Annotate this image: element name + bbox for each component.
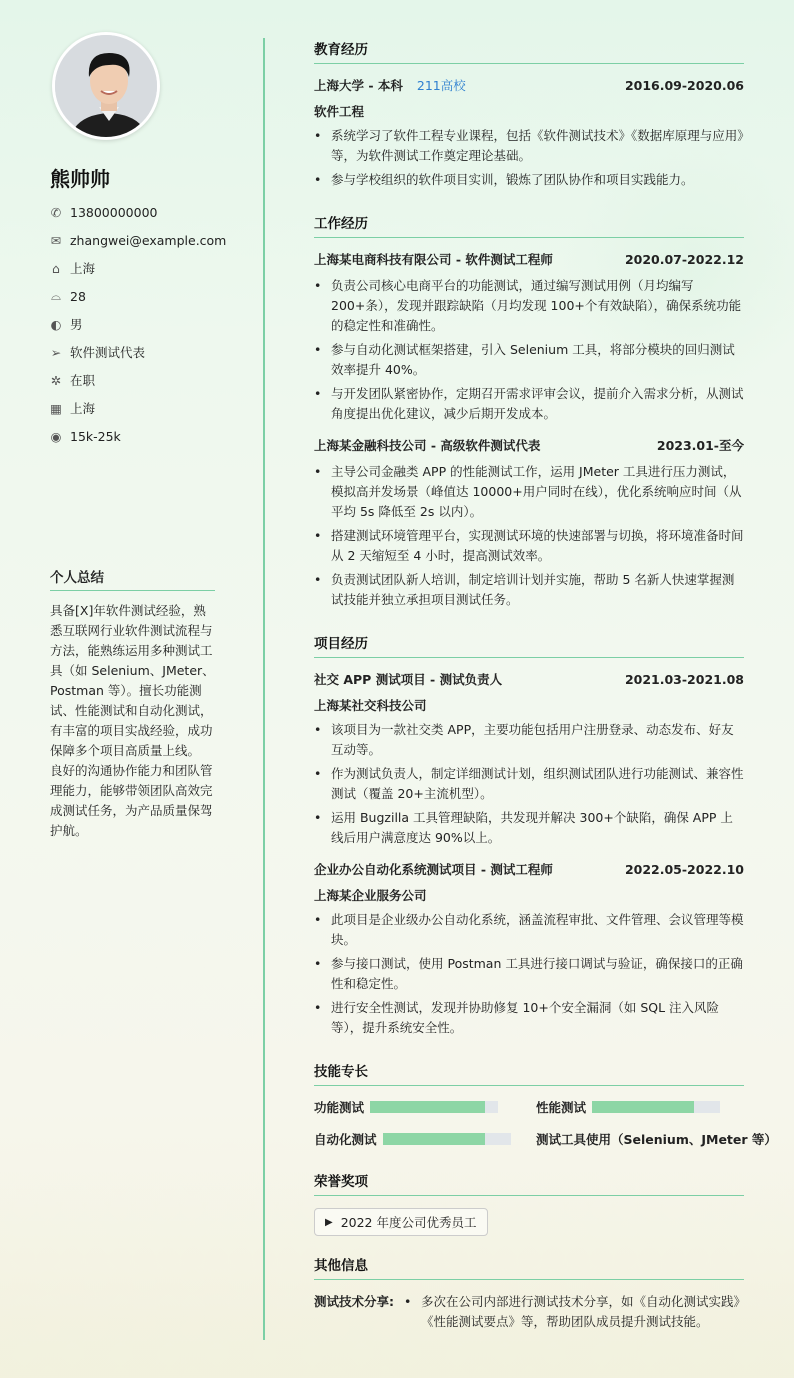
list-item: • 主导公司金融类 APP 的性能测试工作，运用 JMeter 工具进行压力测试，模拟高并发场景（峰值达 10000+用户同时在线），优化系统响应时间（从平均 5s 降低至 2s 以内）。: [314, 462, 744, 522]
other-label: 测试技术分享:: [314, 1294, 394, 1309]
contact-text: 上海: [70, 401, 96, 416]
profile-name: 熊帅帅: [50, 167, 110, 191]
job-date: 2020.07-2022.12: [624, 251, 744, 267]
skill-name: 自动化测试: [314, 1132, 377, 1147]
skill-bar-fill: [370, 1101, 485, 1113]
contact-row: [50, 366, 226, 394]
divider: [263, 38, 265, 1340]
other-bullets: [404, 1292, 744, 1336]
project-org: 上海某社交科技公司: [314, 698, 427, 713]
list-item: • 参与自动化测试框架搭建，引入 Selenium 工具，将部分模块的回归测试效率提升 40%。: [314, 340, 744, 380]
list-item: • 多次在公司内部进行测试技术分享，如《自动化测试实践》《性能测试要点》等，帮助团队成员提升测试技能。: [404, 1292, 744, 1332]
project-row: [314, 860, 744, 878]
list-item: • 该项目为一款社交类 APP，主要功能包括用户注册登录、动态发布、好友互动等。: [314, 720, 744, 760]
status-icon: ✲: [50, 372, 62, 388]
skill-bar: [592, 1101, 720, 1113]
job-row: [314, 250, 744, 268]
project-org: 上海某企业服务公司: [314, 888, 427, 903]
other-section: [314, 1254, 744, 1336]
award-text: 2022 年度公司优秀员工: [340, 1215, 477, 1230]
salary-icon: ◉: [50, 428, 62, 444]
skill-bar-fill: [383, 1133, 485, 1145]
contact-text: 28: [70, 288, 86, 304]
list-item: • 与开发团队紧密协作，定期召开需求评审会议，提前介入需求分析，从测试角度提出优化建议，减少后期开发成本。: [314, 384, 744, 424]
list-item: • 此项目是企业级办公自动化系统，涵盖流程审批、文件管理、会议管理等模块。: [314, 910, 744, 950]
avatar: [52, 32, 160, 140]
list-item: • 系统学习了软件工程专业课程，包括《软件测试技术》《数据库原理与应用》等，为软件测试工作奠定理论基础。: [314, 126, 744, 166]
school-tag: 211高校: [416, 78, 466, 93]
job-bullets: [314, 462, 744, 610]
skill-item: [314, 1098, 536, 1116]
skill-name: 测试工具使用（Selenium、JMeter 等）: [536, 1132, 777, 1147]
skill-item: [536, 1098, 744, 1116]
cake-icon: ⌓: [51, 288, 61, 303]
contact-row: [50, 282, 226, 310]
skill-name: 性能测试: [536, 1100, 587, 1115]
contact-text: 男: [70, 317, 83, 332]
job-bullets: [314, 276, 744, 424]
job-company: 上海某电商科技有限公司 - 软件测试工程师: [314, 252, 553, 267]
education-section: [314, 38, 744, 190]
award-item[interactable]: [314, 1208, 488, 1236]
project-bullets: [314, 720, 744, 848]
job-row: [314, 436, 744, 454]
contact-row: [50, 310, 226, 338]
job-company: 上海某金融科技公司 - 高级软件测试代表: [314, 438, 541, 453]
list-item: • 负责公司核心电商平台的功能测试，通过编写测试用例（月均编写 200+条），发现并跟踪缺陷（月均发现 100+个有效缺陷），确保系统功能的稳定性和准确性。: [314, 276, 744, 336]
other-row: [314, 1292, 744, 1336]
project-date: 2022.05-2022.10: [624, 861, 744, 877]
work-section: [314, 212, 744, 610]
summary-text: 具备[X]年软件测试经验，熟悉互联网行业软件测试流程与方法，能熟练运用多种测试工具（如 Selenium、JMeter、Postman 等）。擅长功能测试、性能测试和自动化测试，有丰富的项目实战经验，成功保障多个项目高质量上线。 良好的沟通协作能力和团队管理能力，能够带领团队高效完成测试任务，为产品质量保驾护航。: [50, 603, 215, 838]
contact-row: [50, 338, 226, 366]
skill-name: 功能测试: [314, 1100, 365, 1115]
list-item: • 运用 Bugzilla 工具管理缺陷，共发现并解决 300+个缺陷，确保 APP 上线后用户满意度达 90%以上。: [314, 808, 744, 848]
contact-text: 软件测试代表: [70, 345, 146, 360]
skill-item: [314, 1130, 536, 1148]
projects-heading: 项目经历: [314, 632, 744, 658]
awards-heading: 荣誉奖项: [314, 1170, 744, 1196]
other-heading: 其他信息: [314, 1254, 744, 1280]
education-bullets: [314, 126, 744, 190]
project-bullets: [314, 910, 744, 1038]
list-item: • 负责测试团队新人培训，制定培训计划并实施，帮助 5 名新人快速掌握测试技能并独立承担项目测试任务。: [314, 570, 744, 610]
contact-row: [50, 198, 226, 226]
education-row: [314, 76, 744, 94]
contact-text: 在职: [70, 373, 96, 388]
project-name: 企业办公自动化系统测试项目 - 测试工程师: [314, 862, 553, 877]
mail-icon: ✉: [50, 232, 62, 248]
list-item: • 参与接口测试，使用 Postman 工具进行接口调试与验证，确保接口的正确性和稳定性。: [314, 954, 744, 994]
contact-row: [50, 254, 226, 282]
sidebar: [0, 0, 264, 1378]
awards-section: [314, 1170, 744, 1236]
contact-text: 15k-25k: [70, 428, 121, 444]
contact-text: 上海: [70, 261, 96, 276]
project-name: 社交 APP 测试项目 - 测试负责人: [314, 672, 503, 687]
list-item: • 参与学校组织的软件项目实训，锻炼了团队协作和项目实践能力。: [314, 170, 744, 190]
main-content: [314, 38, 777, 1336]
skills-heading: 技能专长: [314, 1060, 744, 1086]
contact-row: [50, 226, 226, 254]
phone-icon: ✆: [50, 204, 62, 220]
gender-icon: ◐: [50, 316, 62, 332]
education-heading: 教育经历: [314, 38, 744, 64]
skill-bar: [383, 1133, 511, 1145]
list-item: • 进行安全性测试，发现并协助修复 10+个安全漏洞（如 SQL 注入风险等），提升系统安全性。: [314, 998, 744, 1038]
send-icon: ➢: [50, 344, 62, 360]
contact-row: [50, 422, 226, 450]
list-item: • 作为测试负责人，制定详细测试计划，组织测试团队进行功能测试、兼容性测试（覆盖 20+主流机型）。: [314, 764, 744, 804]
project-row: [314, 670, 744, 688]
contact-row: [50, 394, 226, 422]
project-date: 2021.03-2021.08: [624, 671, 744, 687]
contact-text: 13800000000: [70, 204, 158, 220]
education-major: 软件工程: [314, 104, 365, 119]
contact-text: zhangwei@example.com: [70, 232, 227, 248]
work-heading: 工作经历: [314, 212, 744, 238]
projects-section: [314, 632, 744, 1038]
home-icon: ⌂: [52, 260, 60, 276]
summary-heading: 个人总结: [50, 566, 215, 591]
building-icon: ▦: [50, 400, 62, 416]
skills-grid: [314, 1098, 777, 1148]
job-date: 2023.01-至今: [656, 438, 744, 453]
skills-section: [314, 1060, 777, 1148]
school-name: 上海大学 - 本科: [314, 78, 403, 93]
list-item: • 搭建测试环境管理平台，实现测试环境的快速部署与切换，将环境准备时间从 2 天缩短至 4 小时，提高测试效率。: [314, 526, 744, 566]
skill-bar: [370, 1101, 498, 1113]
play-icon: ▶: [325, 1216, 333, 1228]
education-date: 2016.09-2020.06: [624, 77, 744, 93]
contact-info: [50, 198, 226, 450]
skill-bar-fill: [592, 1101, 694, 1113]
skill-item: [536, 1130, 777, 1148]
